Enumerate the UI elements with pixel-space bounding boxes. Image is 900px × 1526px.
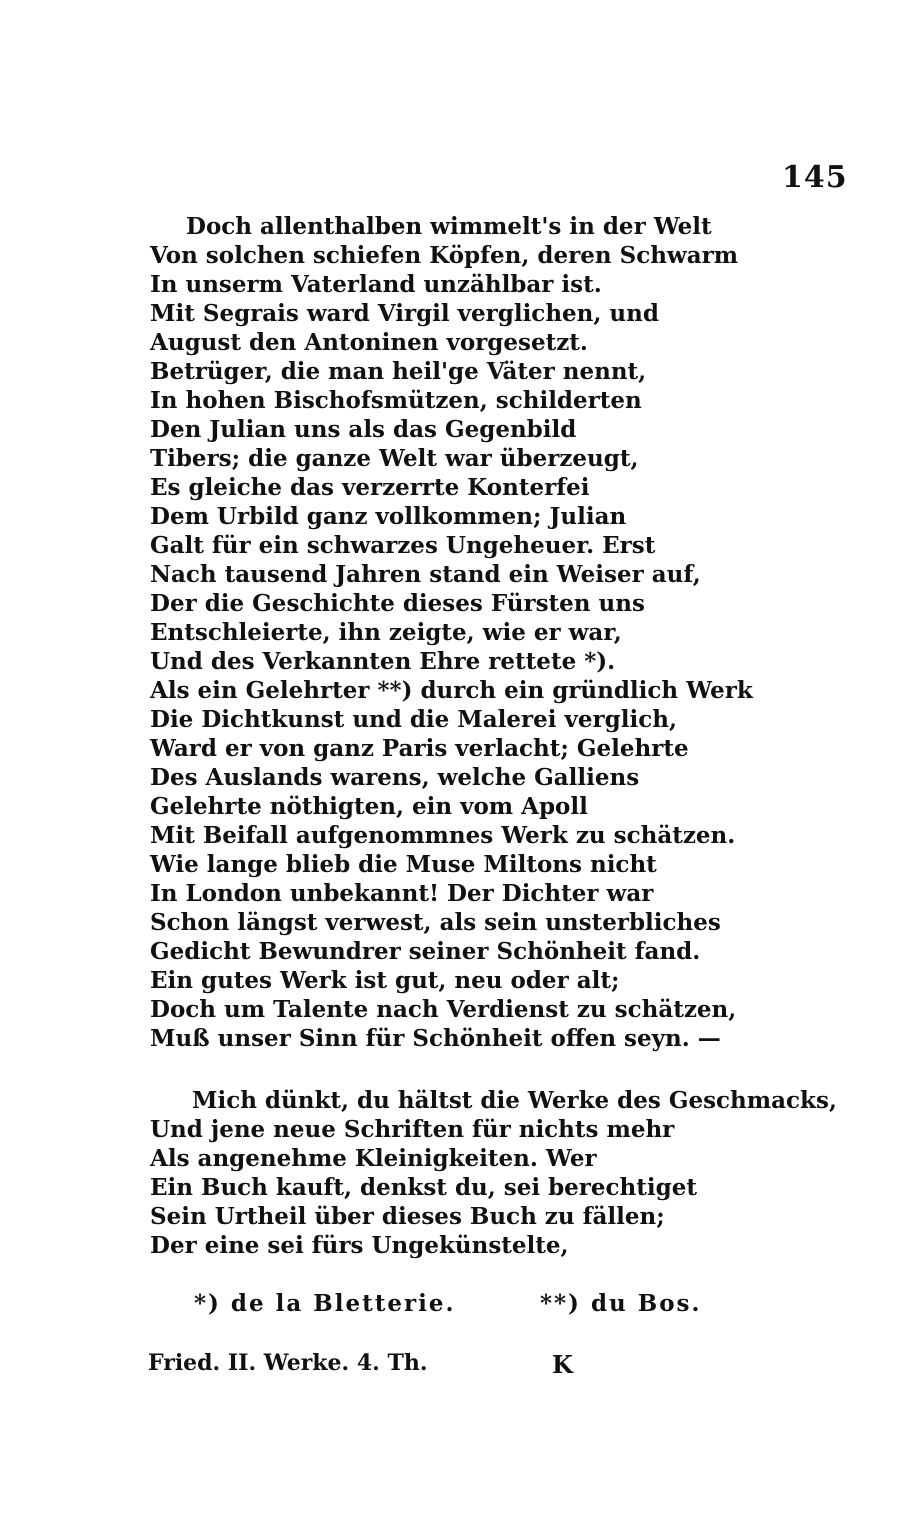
poem-line: Mit Beifall aufgenommnes Werk zu schätzen. [150,822,736,849]
poem-line: Nach tausend Jahren stand ein Weiser auf, [150,561,701,588]
poem-line: Dem Urbild ganz vollkommen; Julian [150,503,627,530]
poem-line: Ward er von ganz Paris verlacht; Gelehrte [150,735,689,762]
poem-line: Von solchen schiefen Köpfen, deren Schwarm [150,242,739,269]
footnotes [0,1290,900,1324]
footnote-1: *) de la Bletterie. [194,1290,456,1317]
poem-line: Mit Segrais ward Virgil verglichen, und [150,300,659,327]
poem-line: Und des Verkannten Ehre rettete *). [150,648,616,675]
signature-text: Fried. II. Werke. 4. Th. [148,1350,428,1376]
poem-line: Des Auslands warens, welche Galliens [150,764,640,791]
poem-line: In London unbekannt! Der Dichter war [150,880,654,907]
signature-mark: K [552,1350,573,1379]
poem-line: Mich dünkt, du hältst die Werke des Geschmacks, [192,1087,837,1114]
page-number: 145 [782,160,848,195]
poem-line: Und jene neue Schriften für nichts mehr [150,1116,675,1143]
poem-line: Galt für ein schwarzes Ungeheuer. Erst [150,532,656,559]
printer-signature-line [0,1350,900,1384]
poem-line: In hohen Bischofsmützen, schilderten [150,387,642,414]
poem-line: Doch allenthalben wimmelt's in der Welt [186,213,712,240]
poem-line: Schon längst verwest, als sein unsterbliches [150,909,721,936]
poem-line: Tibers; die ganze Welt war überzeugt, [150,445,639,472]
poem-line: Der eine sei fürs Ungekünstelte, [150,1232,569,1259]
poem-line: Den Julian uns als das Gegenbild [150,416,577,443]
poem-line: Als ein Gelehrter **) durch ein gründlich Werk [150,677,753,704]
poem-line: Doch um Talente nach Verdienst zu schätzen, [150,996,737,1023]
poem-line: Gedicht Bewundrer seiner Schönheit fand. [150,938,701,965]
poem-line: August den Antoninen vorgesetzt. [150,329,588,356]
footnote-2: **) du Bos. [540,1290,702,1317]
poem-line: Sein Urtheil über dieses Buch zu fällen; [150,1203,665,1230]
poem-line: Als angenehme Kleinigkeiten. Wer [150,1145,597,1172]
poem-line: Gelehrte nöthigten, ein vom Apoll [150,793,588,820]
poem-line: Es gleiche das verzerrte Konterfei [150,474,590,501]
poem-line: Ein gutes Werk ist gut, neu oder alt; [150,967,620,994]
poem-line: Die Dichtkunst und die Malerei verglich, [150,706,677,733]
poem-line: Ein Buch kauft, denkst du, sei berechtiget [150,1174,697,1201]
poem-line: In unserm Vaterland unzählbar ist. [150,271,602,298]
poem-line: Betrüger, die man heil'ge Väter nennt, [150,358,647,385]
poem-line: Entschleierte, ihn zeigte, wie er war, [150,619,622,646]
poem-line: Wie lange blieb die Muse Miltons nicht [150,851,657,878]
poem-line: Der die Geschichte dieses Fürsten uns [150,590,645,617]
poem-line: Muß unser Sinn für Schönheit offen seyn. — [150,1025,721,1052]
